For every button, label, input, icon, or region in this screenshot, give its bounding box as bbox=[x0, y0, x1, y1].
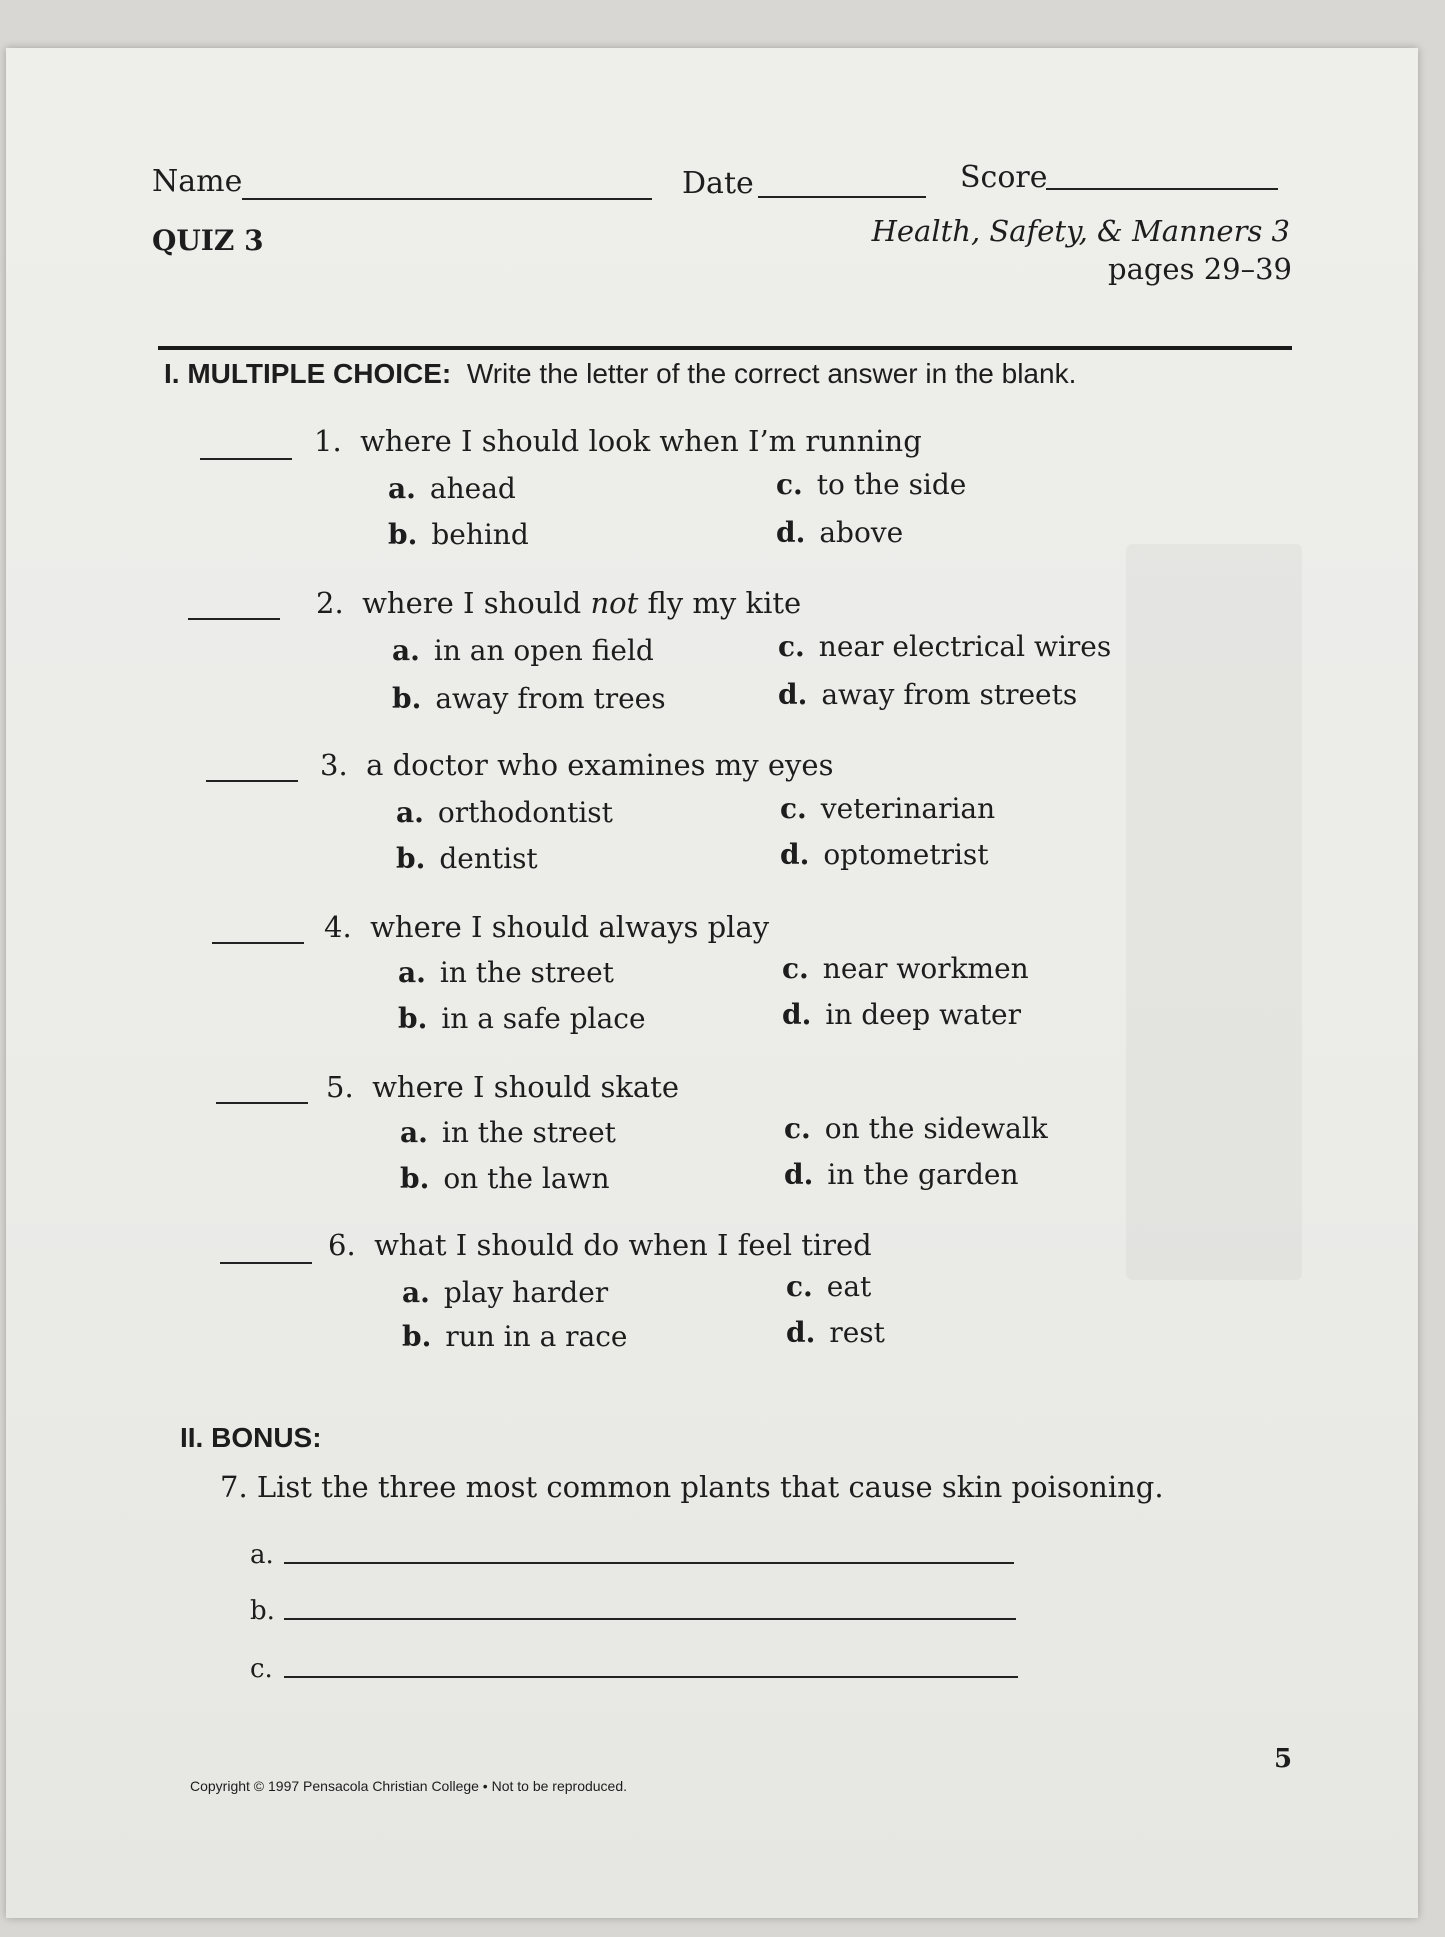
option-6d: d. rest bbox=[786, 1316, 885, 1349]
header-rule bbox=[158, 346, 1292, 350]
option-6c: c. eat bbox=[786, 1270, 872, 1303]
bonus-answer-line-c[interactable] bbox=[284, 1676, 1018, 1678]
score-field[interactable] bbox=[1046, 188, 1278, 190]
question-text-start: where I should bbox=[362, 586, 591, 620]
bonus-line-c-label: c. bbox=[250, 1654, 273, 1684]
name-label: Name bbox=[152, 164, 243, 199]
option-2c: c. near electrical wires bbox=[778, 630, 1112, 663]
option-1d: d. above bbox=[776, 516, 904, 549]
section-heading-bonus: II. BONUS: bbox=[180, 1422, 322, 1453]
question-text: a doctor who examines my eyes bbox=[366, 748, 834, 782]
question-1 bbox=[314, 424, 922, 458]
date-field[interactable] bbox=[758, 196, 926, 198]
answer-blank-6[interactable] bbox=[220, 1262, 312, 1264]
question-text: what I should do when I feel tired bbox=[374, 1228, 872, 1262]
bonus-line-b-label: b. bbox=[250, 1596, 275, 1626]
option-5c: c. on the sidewalk bbox=[784, 1112, 1048, 1145]
question-number: 1. bbox=[314, 424, 342, 458]
question-number: 4. bbox=[324, 910, 352, 944]
option-2d: d. away from streets bbox=[778, 678, 1078, 711]
answer-blank-4[interactable] bbox=[212, 942, 304, 944]
section-1-title: I. MULTIPLE CHOICE: bbox=[164, 358, 452, 389]
answer-blank-2[interactable] bbox=[188, 618, 280, 620]
score-label: Score bbox=[960, 160, 1048, 195]
question-number: 5. bbox=[326, 1070, 354, 1104]
show-through-shadow bbox=[1126, 544, 1302, 1280]
date-label: Date bbox=[682, 166, 754, 201]
option-3b: b. dentist bbox=[396, 842, 538, 875]
option-2b: b. away from trees bbox=[392, 682, 666, 715]
question-4 bbox=[324, 910, 769, 944]
answer-blank-1[interactable] bbox=[200, 458, 292, 460]
option-5d: d. in the garden bbox=[784, 1158, 1019, 1191]
quiz-label: QUIZ 3 bbox=[152, 224, 264, 257]
option-6a: a. play harder bbox=[402, 1276, 609, 1309]
question-text: where I should skate bbox=[372, 1070, 680, 1104]
name-field[interactable] bbox=[242, 198, 652, 200]
option-3c: c. veterinarian bbox=[780, 792, 996, 825]
question-2 bbox=[316, 586, 801, 620]
question-text: where I should always play bbox=[370, 910, 770, 944]
question-number: 3. bbox=[320, 748, 348, 782]
option-1a: a. ahead bbox=[388, 472, 516, 505]
section-heading-multiple-choice bbox=[164, 358, 1076, 390]
bonus-line-a-label: a. bbox=[250, 1540, 274, 1570]
page-number: 5 bbox=[1274, 1744, 1293, 1774]
copyright-notice: Copyright © 1997 Pensacola Christian College • Not to be reproduced. bbox=[190, 1778, 628, 1794]
option-4d: d. in deep water bbox=[782, 998, 1021, 1031]
question-text-end: fly my kite bbox=[638, 586, 802, 620]
option-2a: a. in an open field bbox=[392, 634, 654, 667]
page-range: pages 29–39 bbox=[1108, 252, 1292, 286]
bonus-answer-line-a[interactable] bbox=[284, 1562, 1014, 1564]
question-3 bbox=[320, 748, 833, 782]
answer-blank-3[interactable] bbox=[206, 780, 298, 782]
question-text: where I should look when I’m running bbox=[360, 424, 922, 458]
worksheet-page bbox=[6, 48, 1418, 1918]
option-4a: a. in the street bbox=[398, 956, 614, 989]
bonus-answer-line-b[interactable] bbox=[284, 1618, 1016, 1620]
option-5a: a. in the street bbox=[400, 1116, 616, 1149]
question-number: 2. bbox=[316, 586, 344, 620]
option-3d: d. optometrist bbox=[780, 838, 989, 871]
option-4c: c. near workmen bbox=[782, 952, 1029, 985]
option-1c: c. to the side bbox=[776, 468, 967, 501]
option-3a: a. orthodontist bbox=[396, 796, 613, 829]
question-6 bbox=[328, 1228, 872, 1262]
question-text-emphasis: not bbox=[590, 586, 639, 620]
option-5b: b. on the lawn bbox=[400, 1162, 610, 1195]
question-number: 6. bbox=[328, 1228, 356, 1262]
section-1-instructions: Write the letter of the correct answer in the blank. bbox=[466, 358, 1077, 389]
question-5 bbox=[326, 1070, 679, 1104]
option-1b: b. behind bbox=[388, 518, 529, 551]
bonus-question-7: 7. List the three most common plants that cause skin poisoning. bbox=[220, 1470, 1164, 1504]
answer-blank-5[interactable] bbox=[216, 1102, 308, 1104]
book-title: Health, Safety, & Manners 3 bbox=[871, 214, 1290, 248]
option-4b: b. in a safe place bbox=[398, 1002, 646, 1035]
option-6b: b. run in a race bbox=[402, 1320, 628, 1353]
